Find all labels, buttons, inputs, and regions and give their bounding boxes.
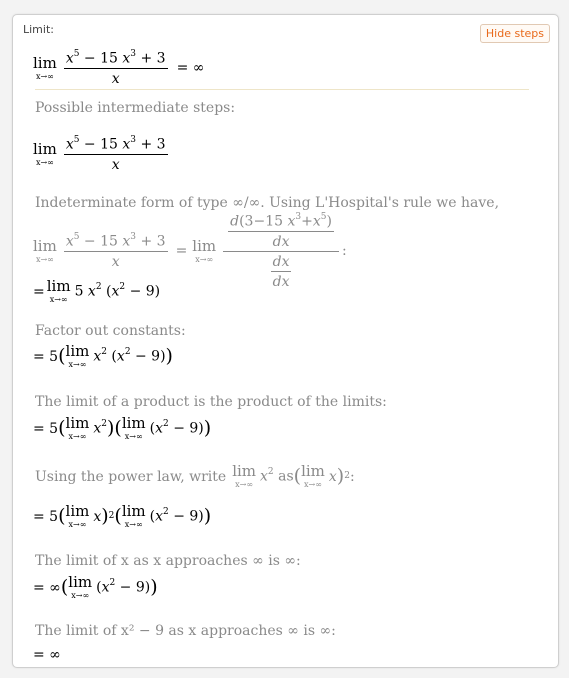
factor-note: Factor out constants: — [35, 323, 186, 339]
limit-x-note: The limit of x as x approaches ∞ is ∞: — [35, 553, 301, 569]
intermediate-steps-label: Possible intermediate steps: — [35, 100, 236, 116]
product-note: The limit of a product is the product of the limits: — [35, 394, 387, 410]
power-law-result: = 5 ( lim x→∞ x ) $^2$ ( lim x→∞ $(x^2 - 9)$ ) — [33, 502, 212, 529]
lhospital-step: lim x→∞ $\frac{x^5 - 15 x^3 + 3}{x}$ = lim x→∞ $\frac{\frac{d(3-15 x^3+x^5)}{dx}}{\frac{dx}{dx}}$ : — [33, 212, 347, 290]
main-limit: lim x→∞ $\frac{x^5 - 15 x^3 + 3}{x}$ = ∞ — [33, 49, 205, 87]
product-result: = 5 ( lim x→∞ $x^2$ ) ( lim x→∞ $(x^2 - 9)$ ) — [33, 414, 212, 441]
derivative-result: = lim x→∞ 5 $x^2$ $(x^2 - 9)$ — [33, 277, 161, 304]
step-original-limit: lim x→∞ $\frac{x^5 - 15 x^3 + 3}{x}$ — [33, 135, 166, 173]
limit-poly-note: The limit of x² − 9 as x approaches ∞ is ∞: — [35, 623, 336, 639]
panel-title: Limit: — [23, 23, 54, 36]
limit-panel — [12, 14, 559, 668]
hide-steps-button[interactable]: Hide steps — [480, 24, 550, 43]
power-law-prefix: Using the power law, write — [35, 468, 227, 485]
limit-x-result: = ∞ ( lim x→∞ $(x^2 - 9)$ ) — [33, 573, 158, 600]
indeterminate-note: Indeterminate form of type ∞/∞. Using L'Hospital's rule we have, — [35, 195, 500, 211]
divider — [35, 89, 529, 90]
factor-result: = 5 ( lim x→∞ $x^2$ $(x^2 - 9)$ ) — [33, 342, 173, 369]
final-result: = ∞ — [33, 647, 61, 663]
power-law-note: Using the power law, write lim x→∞ $x^2$ as ( lim x→∞ x ) $^2$ : — [35, 462, 355, 489]
